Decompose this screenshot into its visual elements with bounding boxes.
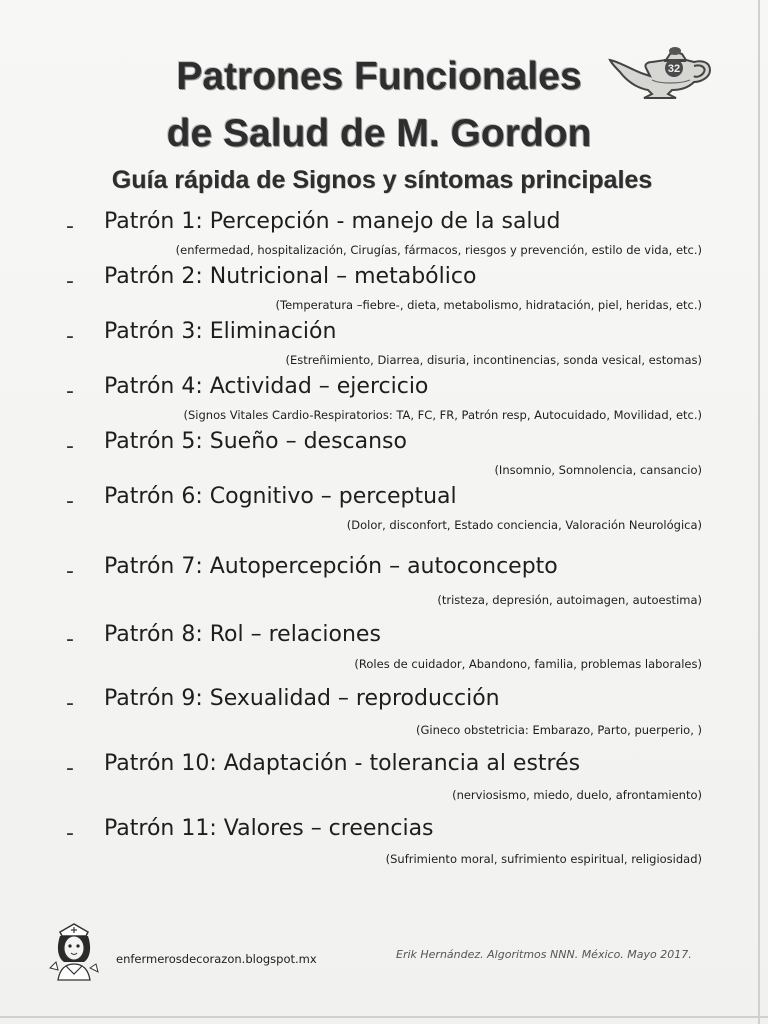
pattern-description: (Dolor, disconfort, Estado conciencia, Valoración Neurológica) xyxy=(346,518,702,532)
bullet-dash: - xyxy=(66,821,74,846)
pattern-title: Patrón 8: Rol – relaciones xyxy=(104,622,381,647)
bullet-dash: - xyxy=(66,214,74,239)
pattern-title: Patrón 4: Actividad – ejercicio xyxy=(104,374,429,399)
pattern-title: Patrón 9: Sexualidad – reproducción xyxy=(104,686,500,711)
pattern-description: (Signos Vitales Cardio-Respiratorios: TA, FC, FR, Patrón resp, Autocuidado, Movilidad, etc.) xyxy=(183,408,702,422)
bullet-dash: - xyxy=(66,379,74,404)
pattern-description: (Roles de cuidador, Abandono, familia, problemas laborales) xyxy=(354,657,702,671)
pattern-description: (Gineco obstetricia: Embarazo, Parto, puerperio, ) xyxy=(416,723,702,737)
bullet-dash: - xyxy=(66,756,74,781)
pattern-title: Patrón 5: Sueño – descanso xyxy=(104,429,407,454)
pattern-title: Patrón 7: Autopercepción – autoconcepto xyxy=(104,554,558,579)
title-line-2: de Salud de M. Gordon xyxy=(166,112,592,155)
nurse-illustration-icon xyxy=(46,918,102,982)
bullet-dash: - xyxy=(66,691,74,716)
bullet-dash: - xyxy=(66,269,74,294)
author-credit: Erik Hernández. Algoritmos NNN. México. Mayo 2017. xyxy=(396,948,692,961)
pattern-title: Patrón 3: Eliminación xyxy=(104,319,337,344)
bullet-dash: - xyxy=(66,627,74,652)
pattern-description: (nerviosismo, miedo, duelo, afrontamiento) xyxy=(452,788,702,802)
subtitle: Guía rápida de Signos y síntomas principales xyxy=(111,166,653,194)
pattern-title: Patrón 11: Valores – creencias xyxy=(104,816,434,841)
bullet-dash: - xyxy=(66,559,74,584)
blog-url: enfermerosdecorazon.blogspot.mx xyxy=(116,952,317,966)
bullet-dash: - xyxy=(66,434,74,459)
nursing-lamp-icon xyxy=(606,40,714,104)
bullet-dash: - xyxy=(66,489,74,514)
pattern-description: (Sufrimiento moral, sufrimiento espiritual, religiosidad) xyxy=(385,852,702,866)
lamp-badge-number: 32 xyxy=(667,63,681,75)
pattern-title: Patrón 2: Nutricional – metabólico xyxy=(104,264,477,289)
pattern-title: Patrón 6: Cognitivo – perceptual xyxy=(104,484,457,509)
pattern-description: (Insomnio, Somnolencia, cansancio) xyxy=(494,463,702,477)
pattern-description: (Estreñimiento, Diarrea, disuria, incontinencias, sonda vesical, estomas) xyxy=(285,353,702,367)
pattern-description: (enfermedad, hospitalización, Cirugías, fármacos, riesgos y prevención, estilo de vida, etc.) xyxy=(175,243,702,257)
bullet-dash: - xyxy=(66,324,74,349)
pattern-title: Patrón 10: Adaptación - tolerancia al estrés xyxy=(104,751,581,776)
page-edge-bottom xyxy=(0,1016,768,1018)
pattern-description: (tristeza, depresión, autoimagen, autoestima) xyxy=(437,593,702,607)
pattern-description: (Temperatura –fiebre-, dieta, metabolismo, hidratación, piel, heridas, etc.) xyxy=(275,298,702,312)
title-line-1: Patrones Funcionales xyxy=(176,55,582,98)
pattern-title: Patrón 1: Percepción - manejo de la salud xyxy=(104,209,561,234)
